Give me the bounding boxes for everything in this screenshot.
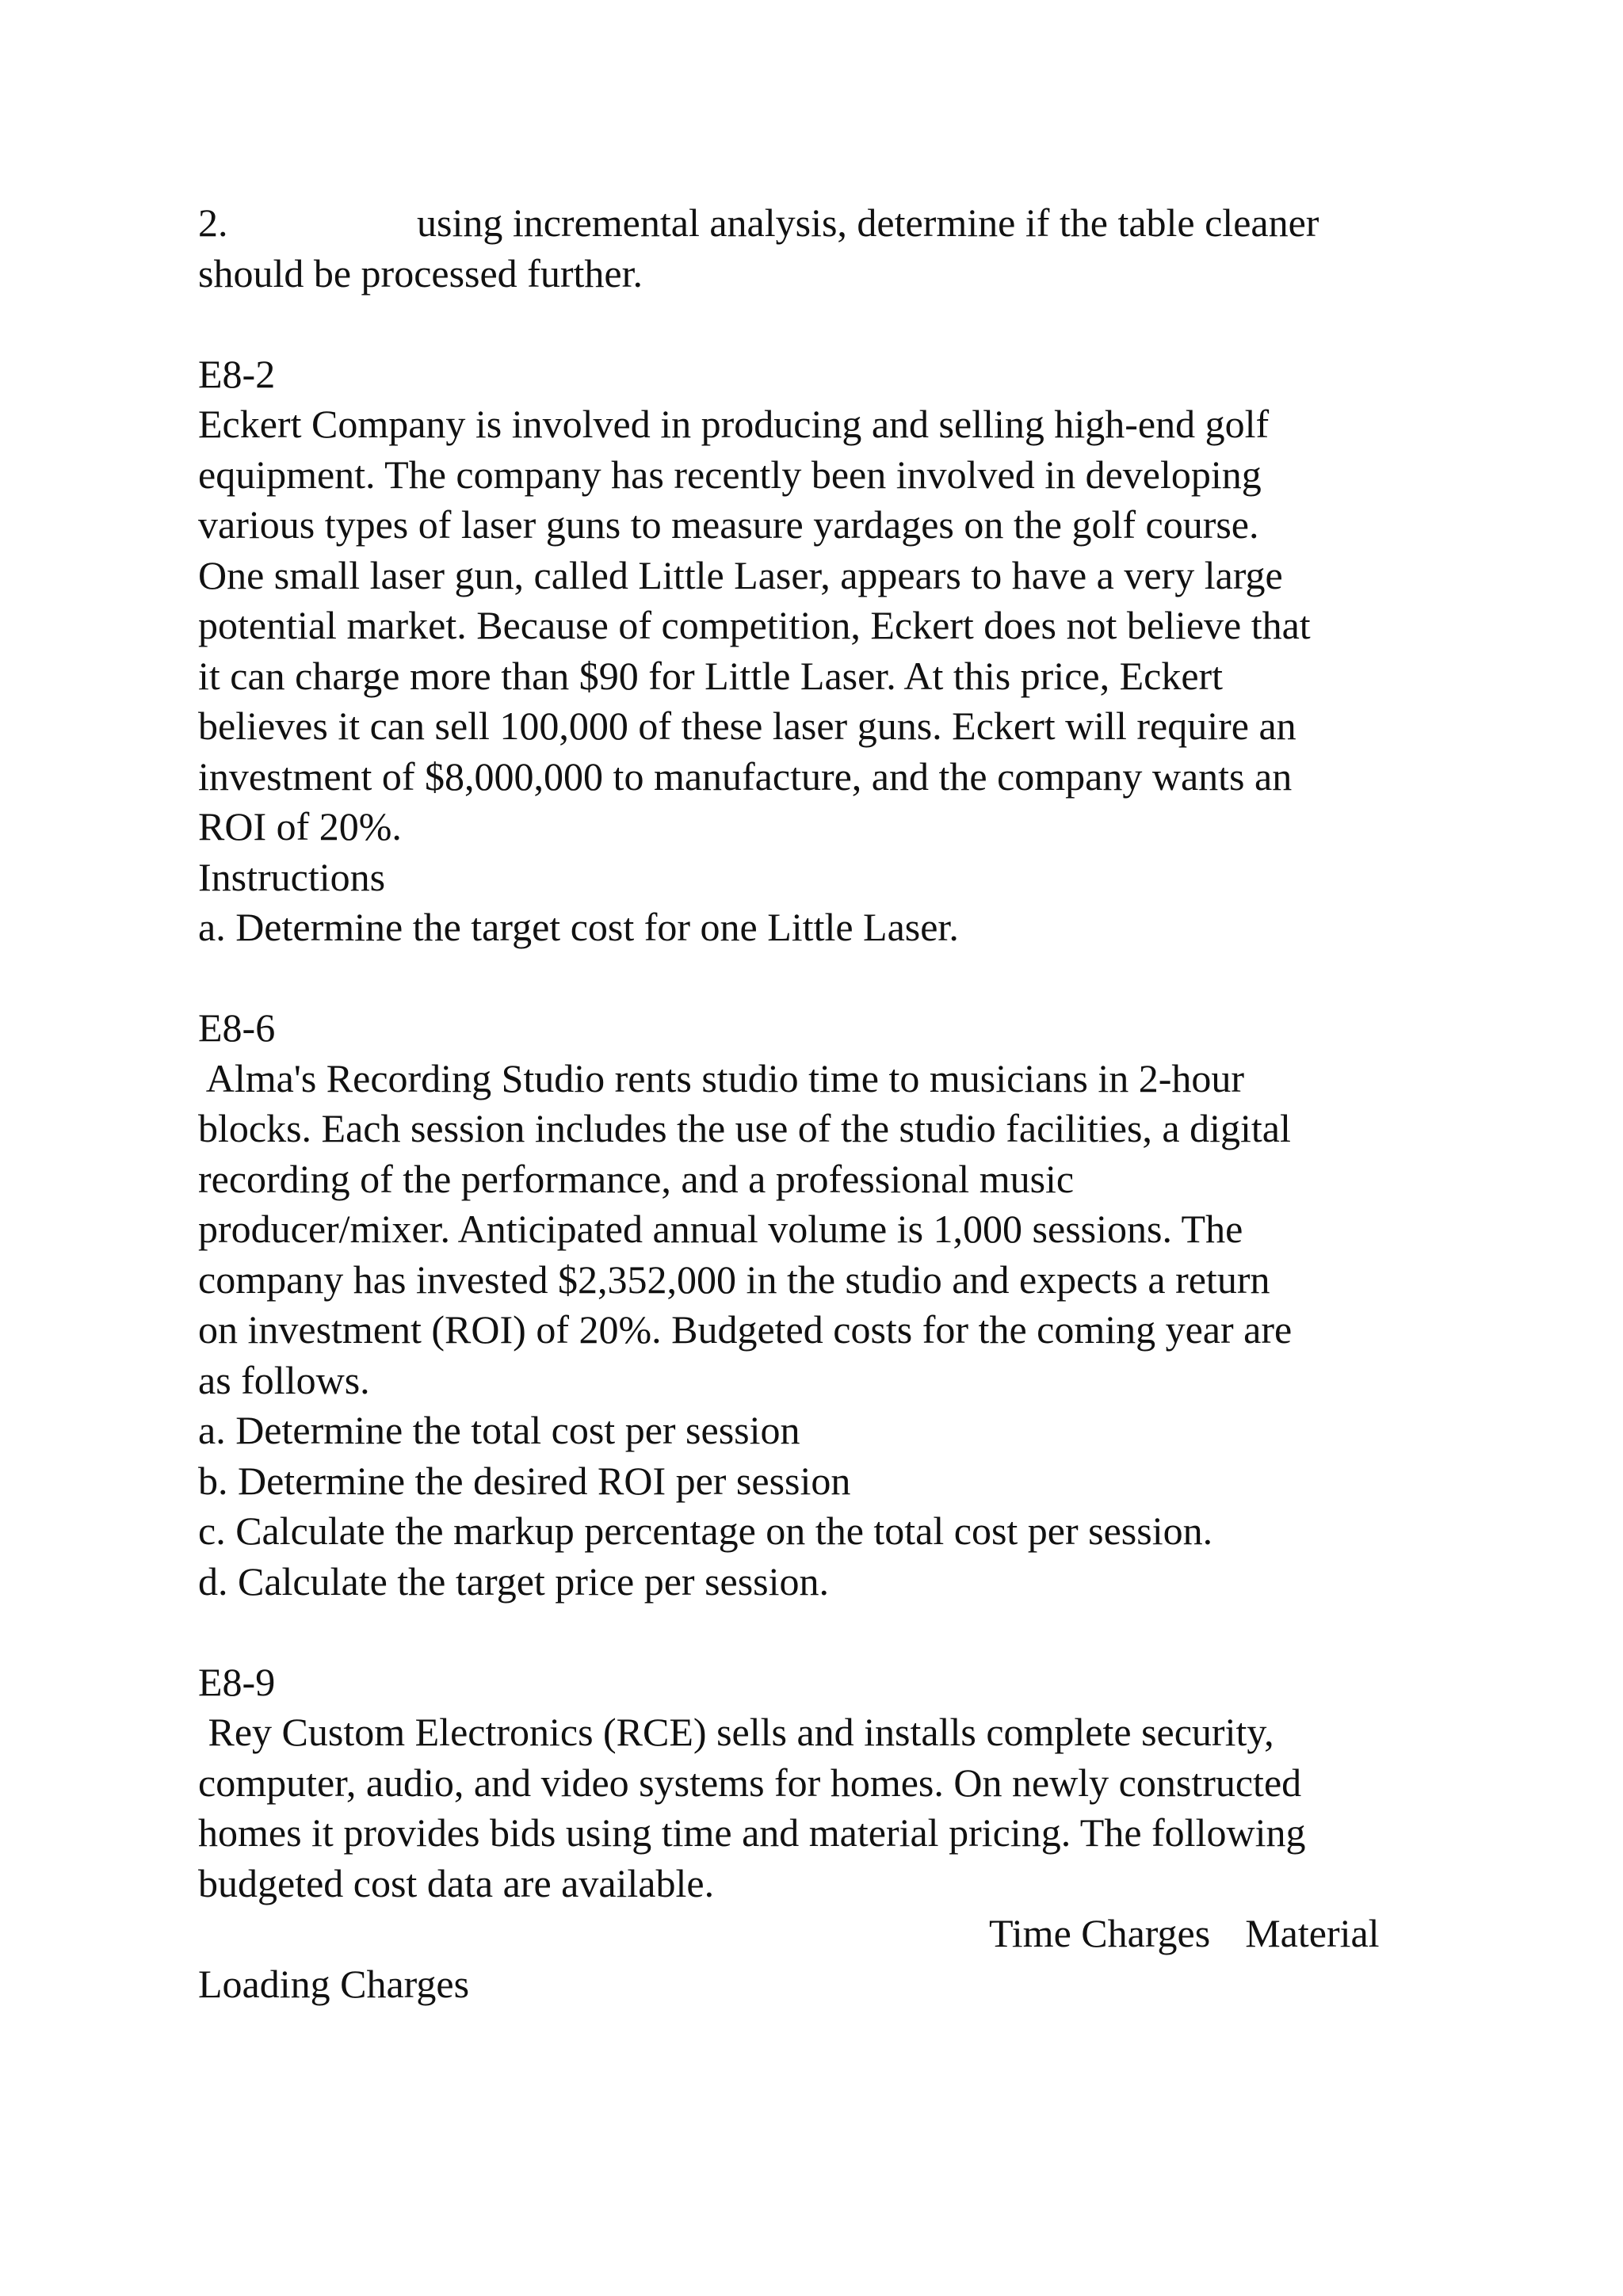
- exercise-body-e8-2: [198, 399, 1466, 852]
- exercise-heading-e8-6: E8-6: [198, 1005, 276, 1050]
- paragraph-line: Rey Custom Electronics (RCE) sells and installs complete security,: [198, 1710, 1274, 1754]
- paragraph-line: various types of laser guns to measure yardages on the golf course.: [198, 502, 1259, 547]
- spacer: [198, 299, 1466, 349]
- paragraph-line: company has invested $2,352,000 in the studio and expects a return: [198, 1257, 1270, 1302]
- column-header-material: Material: [1245, 1911, 1380, 1955]
- paragraph-line: Alma's Recording Studio rents studio time to musicians in 2-hour: [198, 1055, 1245, 1100]
- intro-line-2: should be processed further.: [198, 250, 643, 296]
- paragraph-line: on investment (ROI) of 20%. Budgeted costs for the coming year are: [198, 1307, 1293, 1352]
- paragraph-line: recording of the performance, and a professional music: [198, 1156, 1075, 1201]
- paragraph-line: homes it provides bids using time and material pricing. The following: [198, 1810, 1306, 1855]
- spacer: [198, 953, 1466, 1004]
- paragraph-line: blocks. Each session includes the use of the studio facilities, a digital: [198, 1106, 1291, 1150]
- paragraph-line: equipment. The company has recently been involved in developing: [198, 452, 1262, 497]
- row-label-loading-charges: Loading Charges: [198, 1961, 470, 2006]
- exercise-heading-e8-9: E8-9: [198, 1659, 276, 1704]
- paragraph-line: it can charge more than $90 for Little Laser. At this price, Eckert: [198, 653, 1224, 698]
- instructions-label: Instructions: [198, 854, 386, 899]
- paragraph-line: ROI of 20%.: [198, 804, 402, 849]
- instruction-item: b. Determine the desired ROI per session: [198, 1458, 851, 1503]
- intro-line-1: [198, 198, 1466, 249]
- column-header-time-charges: Time Charges: [989, 1911, 1211, 1955]
- instruction-item: c. Calculate the markup percentage on the total cost per session.: [198, 1508, 1213, 1553]
- paragraph-line: investment of $8,000,000 to manufacture, and the company wants an: [198, 753, 1293, 799]
- item-number: 2.: [198, 200, 228, 245]
- spacer: [198, 1607, 1466, 1657]
- instruction-item: a. Determine the target cost for one Little Laser.: [198, 905, 959, 949]
- paragraph-line: potential market. Because of competition, Eckert does not believe that: [198, 603, 1311, 647]
- paragraph-line: computer, audio, and video systems for homes. On newly constructed: [198, 1760, 1302, 1805]
- paragraph-line: budgeted cost data are available.: [198, 1860, 715, 1905]
- exercise-heading-e8-2: E8-2: [198, 351, 276, 396]
- instruction-item: a. Determine the total cost per session: [198, 1408, 800, 1452]
- paragraph-line: Eckert Company is involved in producing and selling high-end golf: [198, 402, 1270, 446]
- instruction-item: d. Calculate the target price per session.: [198, 1558, 830, 1604]
- paragraph-line: believes it can sell 100,000 of these laser guns. Eckert will require an: [198, 704, 1296, 748]
- exercise-body-e8-6: [198, 1054, 1466, 1406]
- document-page: [198, 198, 1466, 2009]
- table-column-headers: [198, 1909, 1466, 1959]
- intro-text-1: using incremental analysis, determine if the table cleaner: [417, 200, 1319, 245]
- paragraph-line: producer/mixer. Anticipated annual volume is 1,000 sessions. The: [198, 1207, 1243, 1251]
- paragraph-line: One small laser gun, called Little Laser, appears to have a very large: [198, 552, 1283, 597]
- paragraph-line: as follows.: [198, 1357, 370, 1402]
- exercise-body-e8-9: [198, 1707, 1466, 1909]
